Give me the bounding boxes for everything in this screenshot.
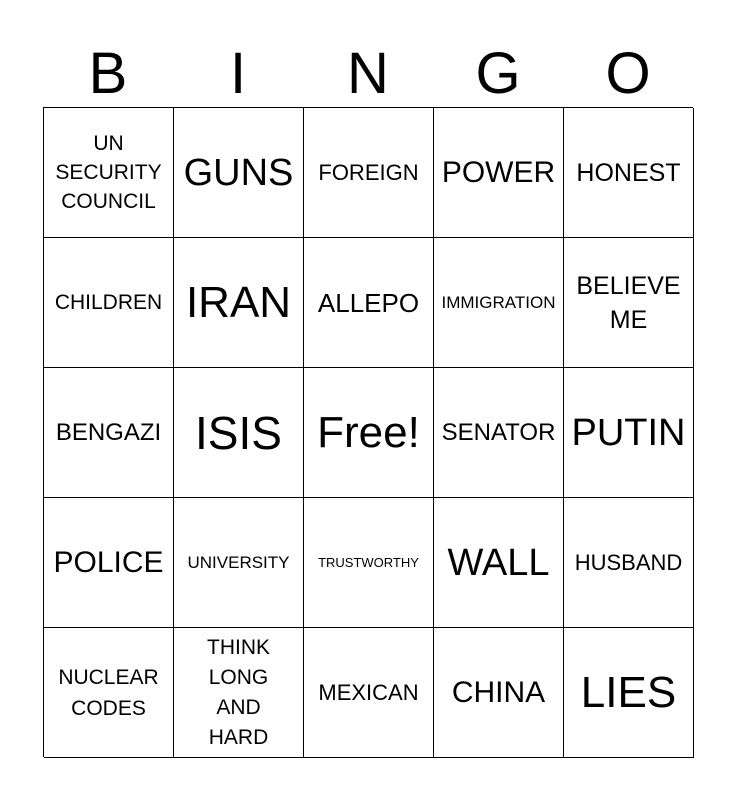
header-letter-i: I (229, 41, 247, 106)
cell-label: ISIS (195, 406, 282, 459)
cell-label: CHINA (451, 675, 546, 709)
bingo-cell[interactable] (174, 498, 304, 628)
cell-label: POWER (441, 155, 556, 189)
header-letter-o: O (605, 41, 651, 106)
bingo-cell[interactable] (434, 498, 564, 628)
cell-label: LIES (580, 667, 677, 717)
bingo-cell[interactable] (44, 238, 174, 368)
bingo-cell[interactable] (44, 628, 174, 758)
cell-label: WALL (447, 541, 550, 584)
bingo-cell[interactable] (44, 108, 174, 238)
bingo-cell[interactable] (434, 368, 564, 498)
cell-label: BELIEVE ME (576, 271, 681, 334)
cell-label: TRUSTWORTHY (318, 555, 419, 570)
bingo-cell[interactable] (304, 108, 434, 238)
bingo-cell[interactable] (174, 108, 304, 238)
header-letter-b: B (88, 41, 128, 106)
cell-label: POLICE (53, 545, 164, 579)
header-letter-n: N (347, 41, 389, 106)
bingo-header (43, 42, 693, 106)
bingo-cell[interactable] (174, 628, 304, 758)
cell-label: SENATOR (441, 418, 556, 446)
cell-label: FOREIGN (318, 160, 419, 185)
cell-label: HONEST (576, 158, 681, 187)
bingo-cell[interactable] (44, 368, 174, 498)
cell-label: Free! (317, 407, 420, 457)
bingo-cell[interactable] (304, 628, 434, 758)
bingo-cell[interactable] (564, 108, 694, 238)
cell-label: CHILDREN (54, 291, 163, 314)
cell-label: GUNS (183, 151, 294, 194)
cell-label: HUSBAND (574, 550, 683, 575)
bingo-cell[interactable] (174, 368, 304, 498)
cell-label: MEXICAN (318, 680, 419, 705)
bingo-cell[interactable] (304, 368, 434, 498)
cell-label: UN SECURITY COUNCIL (55, 132, 162, 213)
bingo-cell[interactable] (564, 628, 694, 758)
header-letter-g: G (475, 41, 521, 106)
bingo-board (43, 107, 693, 757)
bingo-cell[interactable] (564, 368, 694, 498)
cell-label: THINK LONG AND HARD (207, 635, 270, 749)
cell-label: NUCLEAR CODES (58, 665, 159, 720)
bingo-cell[interactable] (304, 498, 434, 628)
bingo-cell[interactable] (434, 108, 564, 238)
bingo-cell[interactable] (434, 628, 564, 758)
cell-label: PUTIN (571, 411, 686, 454)
bingo-cell[interactable] (564, 498, 694, 628)
bingo-cell[interactable] (564, 238, 694, 368)
cell-label: IMMIGRATION (441, 292, 556, 312)
cell-label: UNIVERSITY (187, 552, 290, 572)
cell-label: ALLEPO (317, 287, 420, 318)
bingo-cell[interactable] (174, 238, 304, 368)
cell-label: BENGAZI (55, 418, 162, 446)
bingo-cell[interactable] (434, 238, 564, 368)
cell-label: IRAN (185, 277, 292, 327)
bingo-cell[interactable] (44, 498, 174, 628)
bingo-cell[interactable] (304, 238, 434, 368)
